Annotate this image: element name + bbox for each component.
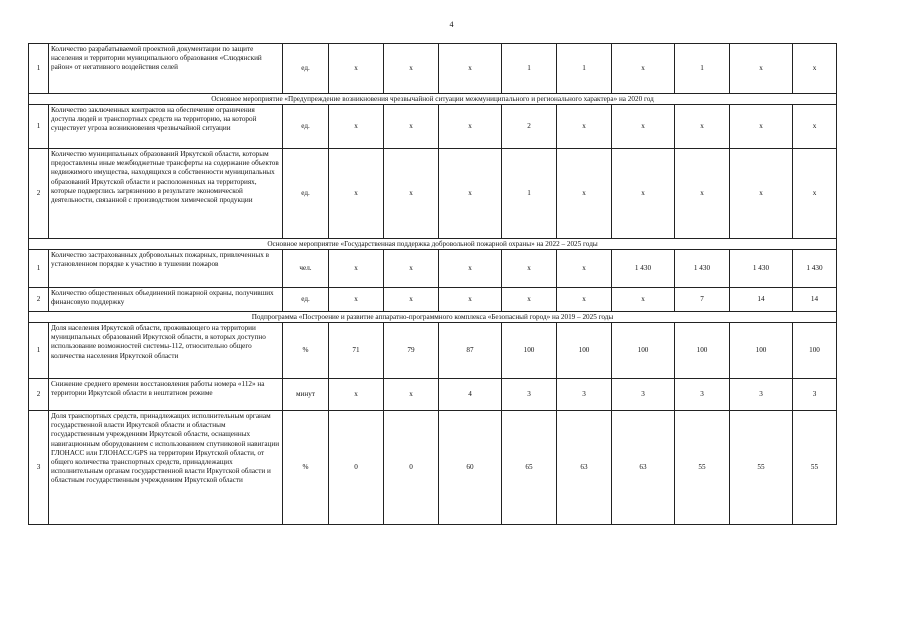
value-cell: 4 [439,379,502,411]
unit-cell: % [283,323,329,379]
value-cell: x [329,250,384,288]
value-cell: 3 [557,379,612,411]
value-cell: x [730,44,793,94]
value-cell: 3 [793,379,837,411]
value-cell: 100 [675,323,730,379]
value-cell: x [384,379,439,411]
table-row [29,149,837,239]
value-cell: 63 [557,411,612,525]
unit-cell: ед. [283,288,329,312]
value-cell: 100 [730,323,793,379]
value-cell: 3 [675,379,730,411]
unit-cell: % [283,411,329,525]
value-cell: x [384,149,439,239]
value-cell: x [793,105,837,149]
table-row [29,288,837,312]
unit-cell: ед. [283,149,329,239]
table-row [29,411,837,525]
value-cell: 100 [793,323,837,379]
value-cell: x [557,105,612,149]
indicator-description: Количество заключенных контрактов на обеспечение ограничения доступа людей и транспортных средств на территорию, на которой существует угроза возникновения чрезвычайной ситуации [49,105,283,149]
value-cell: x [329,105,384,149]
row-number: 1 [29,105,49,149]
value-cell: x [730,149,793,239]
value-cell: 1 430 [675,250,730,288]
value-cell: 100 [557,323,612,379]
value-cell: 1 [675,44,730,94]
value-cell: 1 430 [612,250,675,288]
value-cell: x [384,105,439,149]
unit-cell: минут [283,379,329,411]
value-cell: 7 [675,288,730,312]
row-number: 2 [29,379,49,411]
indicator-description: Количество застрахованных добровольных пожарных, привлеченных в установленном порядке к участию в тушении пожаров [49,250,283,288]
table-row [29,250,837,288]
value-cell: 1 [557,44,612,94]
value-cell: 3 [612,379,675,411]
value-cell: x [329,288,384,312]
value-cell: 100 [502,323,557,379]
value-cell: x [730,105,793,149]
value-cell: 1 [502,44,557,94]
value-cell: 1 430 [730,250,793,288]
value-cell: x [793,44,837,94]
value-cell: x [329,44,384,94]
unit-cell: чел. [283,250,329,288]
row-number: 1 [29,323,49,379]
value-cell: x [675,149,730,239]
value-cell: x [439,288,502,312]
table-row [29,105,837,149]
value-cell: 100 [612,323,675,379]
row-number: 3 [29,411,49,525]
indicator-description: Количество общественных объединений пожарной охраны, получивших финансовую поддержку [49,288,283,312]
value-cell: 65 [502,411,557,525]
value-cell: x [439,250,502,288]
indicator-description: Количество разрабатываемой проектной документации по защите населения и территории муниципального образования «Слюдянский район» от негативного воздействия селей [49,44,283,94]
value-cell: x [612,44,675,94]
value-cell: 55 [675,411,730,525]
row-number: 1 [29,44,49,94]
table-row [29,323,837,379]
value-cell: x [612,149,675,239]
value-cell: x [502,250,557,288]
row-number: 2 [29,149,49,239]
value-cell: 79 [384,323,439,379]
value-cell: 0 [329,411,384,525]
value-cell: 55 [730,411,793,525]
value-cell: x [439,105,502,149]
unit-cell: ед. [283,44,329,94]
section-title: Подпрограмма «Построение и развитие аппаратно-программного комплекса «Безопасный город» на 2019 – 2025 годы [29,312,837,323]
value-cell: 87 [439,323,502,379]
value-cell: 3 [730,379,793,411]
unit-cell: ед. [283,105,329,149]
value-cell: 3 [502,379,557,411]
value-cell: x [329,149,384,239]
page-number: 4 [449,20,454,29]
value-cell: x [557,149,612,239]
indicators-table [28,43,837,525]
value-cell: x [557,288,612,312]
value-cell: x [384,44,439,94]
indicator-description: Снижение среднего времени восстановления работы номера «112» на территории Иркутской области в нештатном режиме [49,379,283,411]
value-cell: x [675,105,730,149]
value-cell: x [612,288,675,312]
value-cell: x [384,288,439,312]
indicator-description: Доля населения Иркутской области, проживающего на территории муниципальных образований Иркутской области, в которых доступно использование возможностей системы-112, относительно общего количества населения Иркутской области [49,323,283,379]
value-cell: 1 430 [793,250,837,288]
value-cell: 14 [793,288,837,312]
value-cell: x [793,149,837,239]
value-cell: x [439,44,502,94]
value-cell: 1 [502,149,557,239]
value-cell: x [612,105,675,149]
value-cell: 71 [329,323,384,379]
value-cell: x [329,379,384,411]
value-cell: 2 [502,105,557,149]
section-header-row [29,239,837,250]
section-header-row [29,94,837,105]
value-cell: 55 [793,411,837,525]
value-cell: 14 [730,288,793,312]
indicator-description: Количество муниципальных образований Иркутской области, которым предоставлены иные межбюджетные трансферты на содержание объектов недвижимого имущества, находящихся в собственности муниципальных образований Иркутской области и расположенных на территориях, которые подверглись загрязнению в результате экономической деятельности, связанной с производством химической продукции [49,149,283,239]
section-header-row [29,312,837,323]
value-cell: x [384,250,439,288]
value-cell: 60 [439,411,502,525]
row-number: 1 [29,250,49,288]
row-number: 2 [29,288,49,312]
section-title: Основное мероприятие «Государственная поддержка добровольной пожарной охраны» на 2022 – 2025 годы [29,239,837,250]
value-cell: 63 [612,411,675,525]
value-cell: x [557,250,612,288]
section-title: Основное мероприятие «Предупреждение возникновения чрезвычайной ситуации межмуниципального и регионального характера» на 2020 год [29,94,837,105]
table-row [29,379,837,411]
value-cell: x [502,288,557,312]
table-row [29,44,837,94]
value-cell: 0 [384,411,439,525]
indicator-description: Доля транспортных средств, принадлежащих исполнительным органам государственной власти Иркутской области и областным государственным учреждениям Иркутской области, оснащенных навигационным оборудованием с использованием спутниковой навигации ГЛОНАСС или ГЛОНАСС/GPS на территории Иркутской области, от общего количества транспортных средств, принадлежащих исполнительным органам государственной власти Иркутской области и областным государственным учреждениям Иркутской области [49,411,283,525]
value-cell: x [439,149,502,239]
